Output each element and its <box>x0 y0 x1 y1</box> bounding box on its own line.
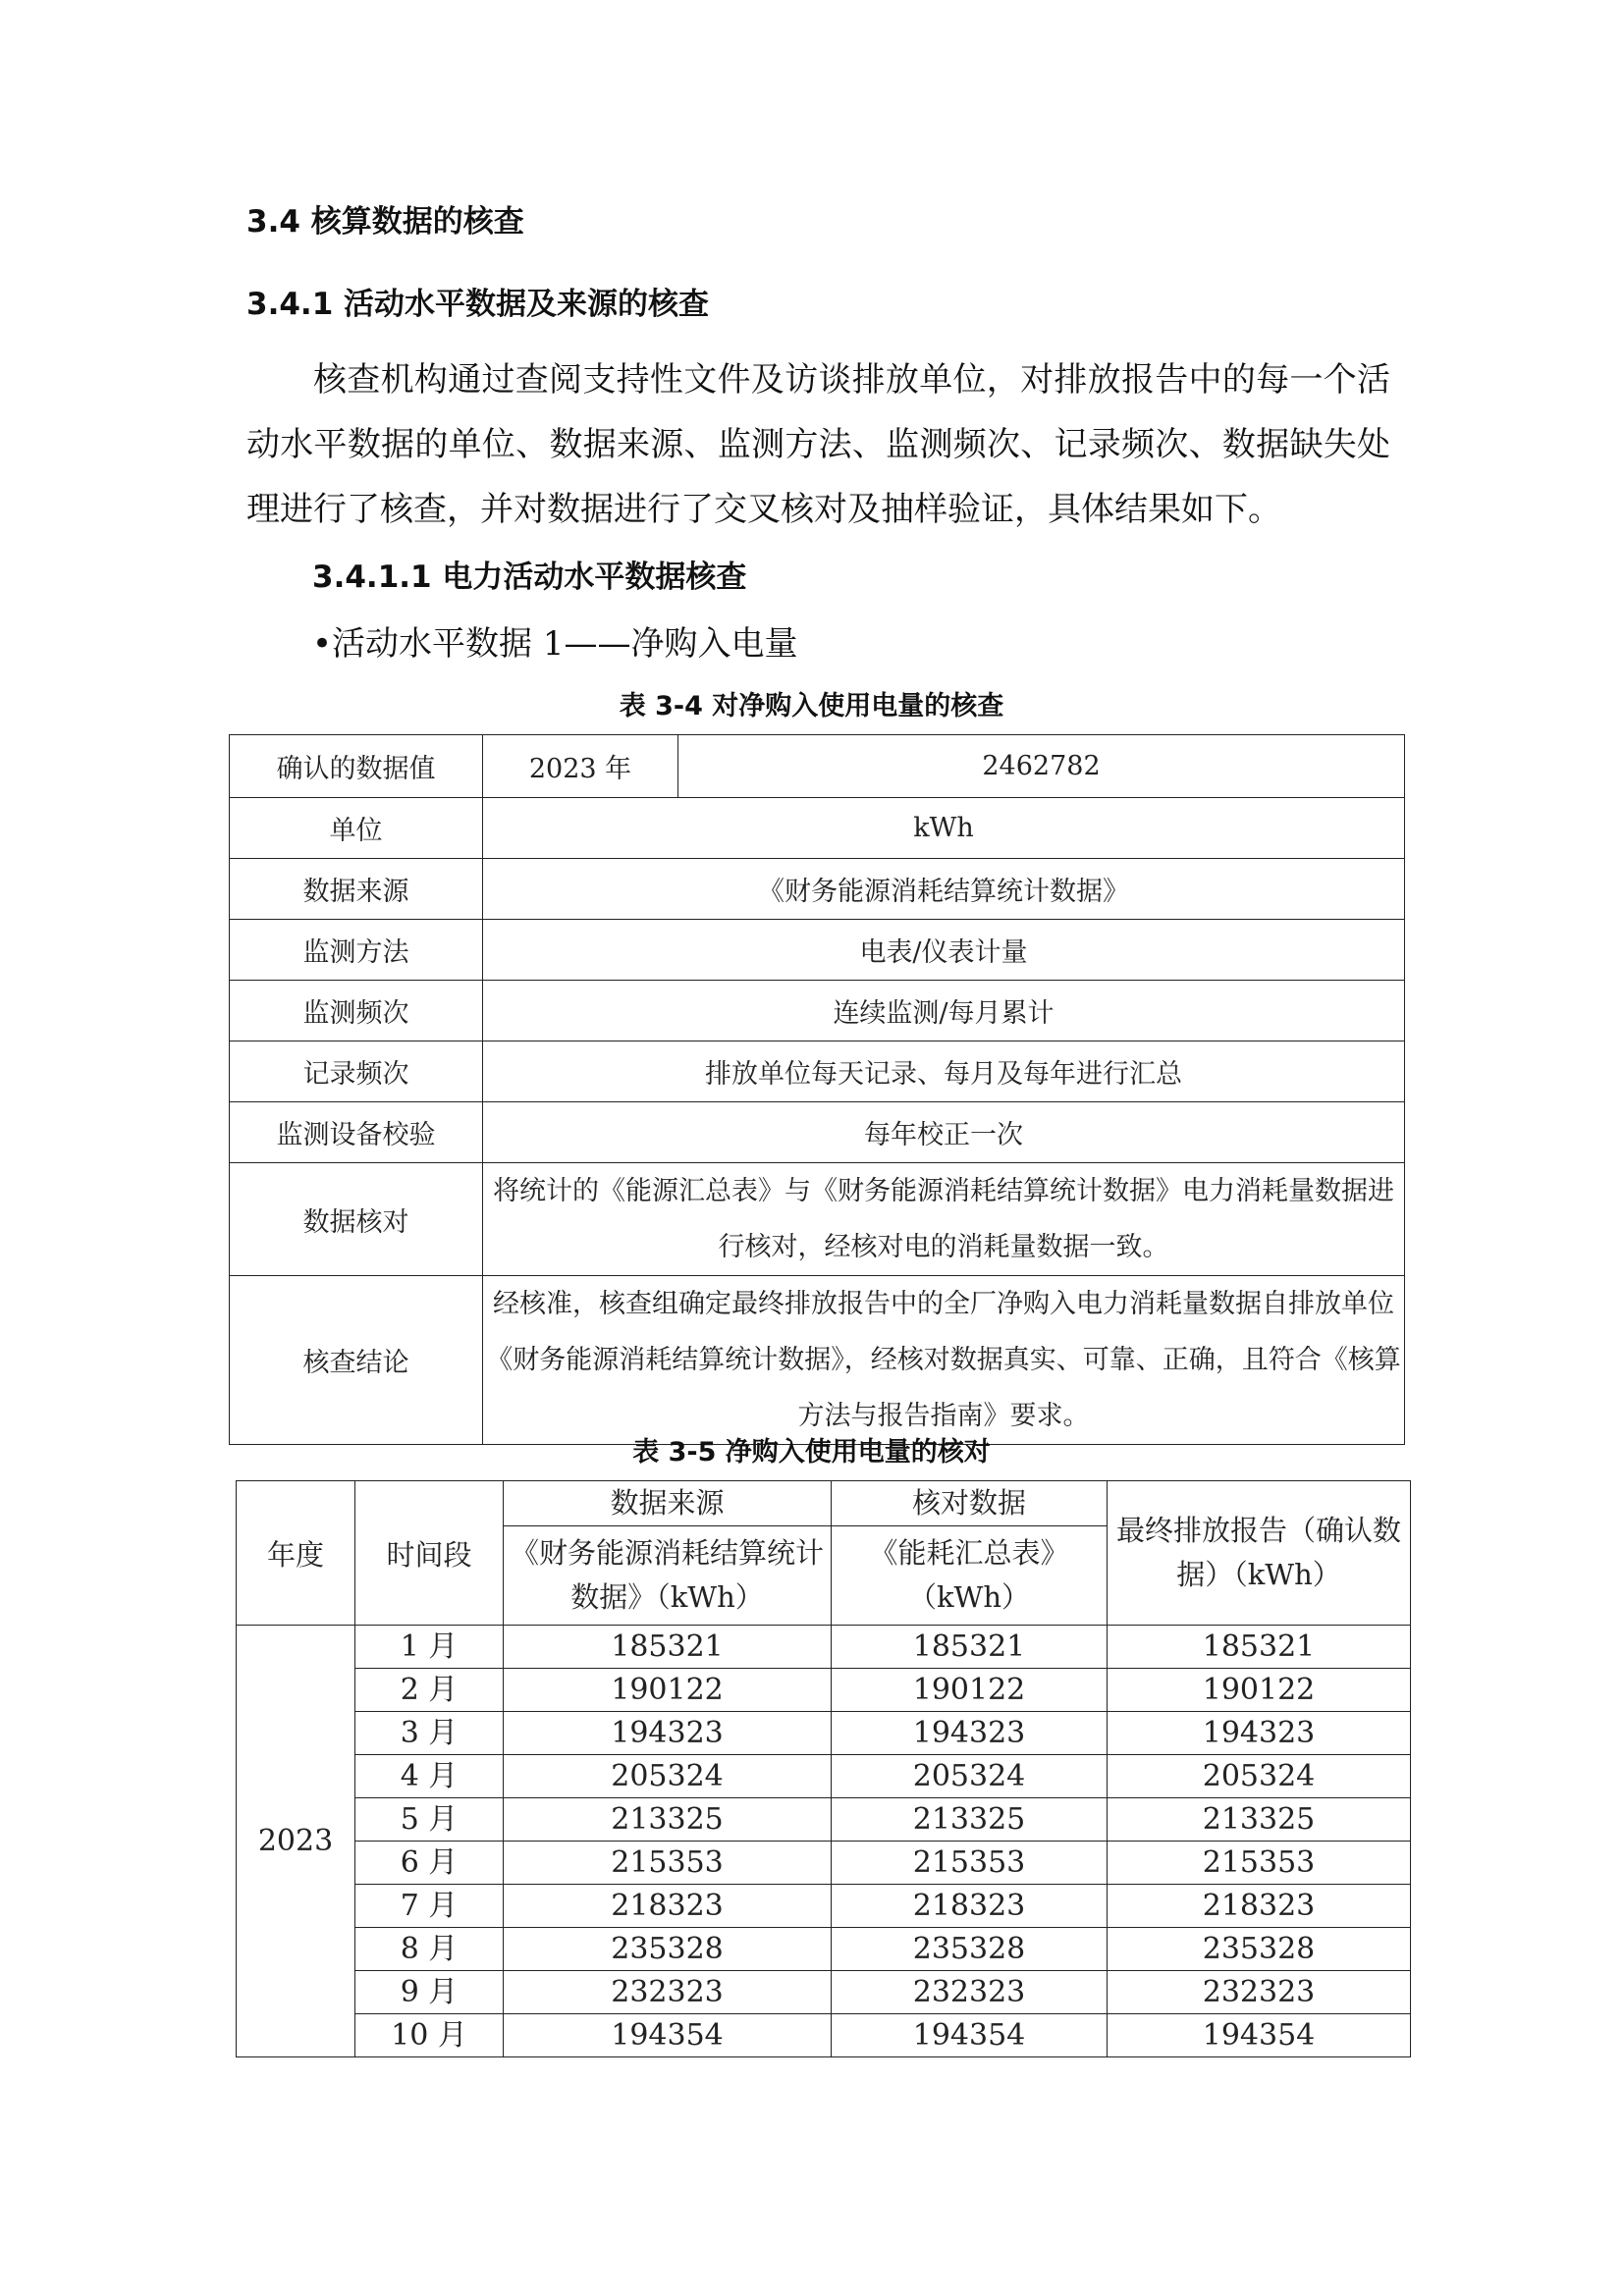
source-cell: 232323 <box>504 1971 832 2014</box>
source-cell: 215353 <box>504 1842 832 1885</box>
source-cell: 213325 <box>504 1798 832 1842</box>
table-row <box>230 1041 1405 1102</box>
value-cell: 排放单位每天记录、每月及每年进行汇总 <box>483 1041 1405 1102</box>
final-cell: 232323 <box>1108 1971 1411 2014</box>
check-cell: 213325 <box>832 1798 1108 1842</box>
table-row <box>230 1163 1405 1276</box>
table-row <box>237 1712 1411 1755</box>
final-cell: 205324 <box>1108 1755 1411 1798</box>
table-row <box>230 981 1405 1041</box>
check-cell: 205324 <box>832 1755 1108 1798</box>
row-label: 数据核对 <box>230 1163 483 1276</box>
source-cell: 185321 <box>504 1626 832 1669</box>
check-cell: 232323 <box>832 1971 1108 2014</box>
table-row <box>230 735 1405 798</box>
check-cell: 185321 <box>832 1626 1108 1669</box>
header-row <box>237 1481 1411 1526</box>
check-cell: 194323 <box>832 1712 1108 1755</box>
table-row <box>237 2014 1411 2057</box>
header-check-group: 核对数据 <box>832 1481 1108 1526</box>
final-cell: 194354 <box>1108 2014 1411 2057</box>
final-cell: 215353 <box>1108 1842 1411 1885</box>
final-cell: 218323 <box>1108 1885 1411 1928</box>
table-row <box>237 1755 1411 1798</box>
source-cell: 218323 <box>504 1885 832 1928</box>
monthly-comparison-table <box>236 1480 1411 2057</box>
period-cell: 9 月 <box>355 1971 504 2014</box>
check-cell: 215353 <box>832 1842 1108 1885</box>
source-cell: 194323 <box>504 1712 832 1755</box>
value-cell: 2462782 <box>678 735 1405 798</box>
table-row <box>230 920 1405 981</box>
body-paragraph: 核查机构通过查阅支持性文件及访谈排放单位，对排放报告中的每一个活动水平数据的单位、数据来源、监测方法、监测频次、记录频次、数据缺失处理进行了核查，并对数据进行了交叉核对及抽样验证，具体结果如下。 <box>246 360 1390 529</box>
check-cell: 235328 <box>832 1928 1108 1971</box>
value-cell: 每年校正一次 <box>483 1102 1405 1163</box>
source-cell: 205324 <box>504 1755 832 1798</box>
final-cell: 190122 <box>1108 1669 1411 1712</box>
row-label: 数据来源 <box>230 859 483 920</box>
verification-table <box>229 734 1405 1445</box>
value-cell: 将统计的《能源汇总表》与《财务能源消耗结算统计数据》电力消耗量数据进行核对，经核对电的消耗量数据一致。 <box>483 1163 1405 1276</box>
check-cell: 194354 <box>832 2014 1108 2057</box>
row-label: 监测方法 <box>230 920 483 981</box>
header-check: 《能耗汇总表》（kWh） <box>832 1526 1108 1626</box>
table-row <box>230 1276 1405 1445</box>
year-cell: 2023 <box>237 1626 355 2057</box>
table2-caption: 表 3-5 净购入使用电量的核对 <box>632 1437 991 1468</box>
table-row <box>237 1842 1411 1885</box>
period-cell: 6 月 <box>355 1842 504 1885</box>
period-cell: 10 月 <box>355 2014 504 2057</box>
table-row <box>237 1669 1411 1712</box>
source-cell: 190122 <box>504 1669 832 1712</box>
bullet-item: •活动水平数据 1——净购入电量 <box>312 624 798 664</box>
value-cell: kWh <box>483 798 1405 859</box>
header-period: 时间段 <box>355 1481 504 1626</box>
period-cell: 5 月 <box>355 1798 504 1842</box>
table-row <box>237 1626 1411 1669</box>
subsection-heading: 3.4.1 活动水平数据及来源的核查 <box>246 287 710 322</box>
final-cell: 235328 <box>1108 1928 1411 1971</box>
final-cell: 194323 <box>1108 1712 1411 1755</box>
header-source-group: 数据来源 <box>504 1481 832 1526</box>
value-cell: 连续监测/每月累计 <box>483 981 1405 1041</box>
value-cell: 电表/仪表计量 <box>483 920 1405 981</box>
subsubsection-heading: 3.4.1.1 电力活动水平数据核查 <box>312 560 747 595</box>
header-final: 最终排放报告（确认数据）（kWh） <box>1108 1481 1411 1626</box>
section-heading: 3.4 核算数据的核查 <box>246 204 524 240</box>
table-row <box>230 859 1405 920</box>
header-source: 《财务能源消耗结算统计数据》（kWh） <box>504 1526 832 1626</box>
table-row <box>230 798 1405 859</box>
row-label: 核查结论 <box>230 1276 483 1445</box>
table-row <box>237 1971 1411 2014</box>
table-row <box>230 1102 1405 1163</box>
table1-caption: 表 3-4 对净购入使用电量的核查 <box>619 691 1004 721</box>
table-row <box>237 1928 1411 1971</box>
period-cell: 3 月 <box>355 1712 504 1755</box>
source-cell: 194354 <box>504 2014 832 2057</box>
final-cell: 185321 <box>1108 1626 1411 1669</box>
row-label: 单位 <box>230 798 483 859</box>
value-cell: 《财务能源消耗结算统计数据》 <box>483 859 1405 920</box>
check-cell: 190122 <box>832 1669 1108 1712</box>
check-cell: 218323 <box>832 1885 1108 1928</box>
period-cell: 1 月 <box>355 1626 504 1669</box>
year-cell: 2023 年 <box>483 735 678 798</box>
row-label: 监测频次 <box>230 981 483 1041</box>
source-cell: 235328 <box>504 1928 832 1971</box>
value-cell: 经核准，核查组确定最终排放报告中的全厂净购入电力消耗量数据自排放单位《财务能源消耗结算统计数据》，经核对数据真实、可靠、正确，且符合《核算方法与报告指南》要求。 <box>483 1276 1405 1445</box>
row-label: 记录频次 <box>230 1041 483 1102</box>
table-row <box>237 1885 1411 1928</box>
row-label: 确认的数据值 <box>230 735 483 798</box>
table-row <box>237 1798 1411 1842</box>
period-cell: 8 月 <box>355 1928 504 1971</box>
header-year: 年度 <box>237 1481 355 1626</box>
period-cell: 7 月 <box>355 1885 504 1928</box>
period-cell: 4 月 <box>355 1755 504 1798</box>
final-cell: 213325 <box>1108 1798 1411 1842</box>
row-label: 监测设备校验 <box>230 1102 483 1163</box>
period-cell: 2 月 <box>355 1669 504 1712</box>
